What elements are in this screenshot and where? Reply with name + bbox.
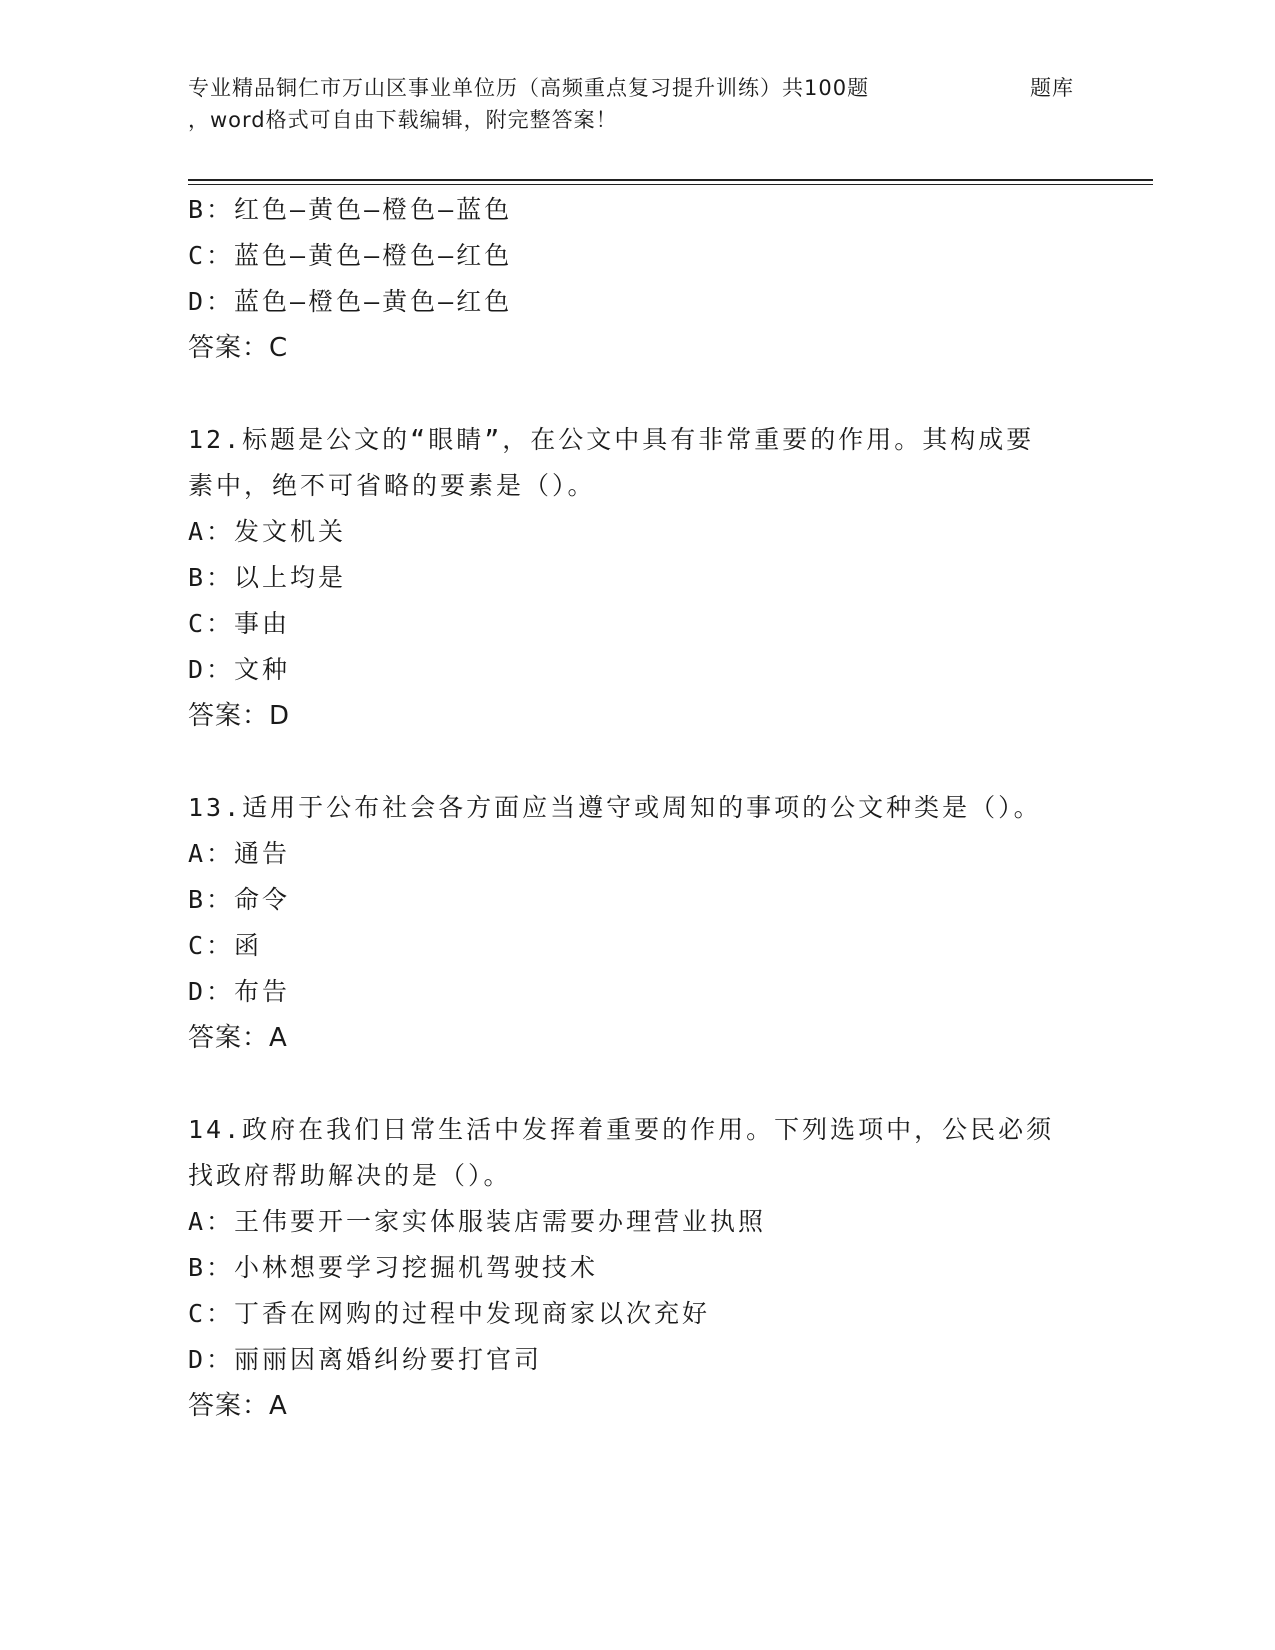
page-header	[188, 72, 1088, 136]
question-13	[188, 785, 1088, 1061]
question-text: 13.适用于公布社会各方面应当遵守或周知的事项的公文种类是（）。	[188, 793, 1042, 822]
question-text: 素中，绝不可省略的要素是（）。	[188, 471, 596, 500]
option-a: A：王伟要开一家实体服装店需要办理营业执照	[188, 1207, 767, 1236]
option-c: C：丁香在网购的过程中发现商家以次充好	[188, 1299, 711, 1328]
answer-line: 答案：A	[188, 1391, 288, 1421]
answer-line: 答案：D	[188, 701, 291, 731]
document-body	[188, 187, 1088, 1429]
header-title-line2: ，word格式可自由下载编辑，附完整答案！	[188, 108, 618, 132]
question-text: 14.政府在我们日常生活中发挥着重要的作用。下列选项中，公民必须	[188, 1115, 1055, 1144]
option-c: C：函	[188, 931, 263, 960]
option-a: A：发文机关	[188, 517, 347, 546]
header-title-line1: 专业精品铜仁市万山区事业单位历（高频重点复习提升训练）共100题	[188, 76, 870, 100]
question-14	[188, 1107, 1088, 1429]
option-b: B：以上均是	[188, 563, 347, 592]
option-b: B：命令	[188, 885, 291, 914]
header-divider-thin	[188, 184, 1153, 185]
option-b: B：红色—黄色—橙色—蓝色	[188, 195, 513, 224]
option-d: D：文种	[188, 655, 291, 684]
option-c: C：蓝色—黄色—橙色—红色	[188, 241, 513, 270]
header-divider-thick	[188, 179, 1153, 181]
question-text: 12.标题是公文的“眼睛”，在公文中具有非常重要的作用。其构成要	[188, 425, 1035, 454]
answer-line: 答案：C	[188, 333, 289, 363]
option-b: B：小林想要学习挖掘机驾驶技术	[188, 1253, 599, 1282]
header-tag: 题库	[1030, 76, 1074, 100]
question-text: 找政府帮助解决的是（）。	[188, 1161, 512, 1190]
option-a: A：通告	[188, 839, 291, 868]
option-d: D：布告	[188, 977, 291, 1006]
option-d: D：丽丽因离婚纠纷要打官司	[188, 1345, 543, 1374]
answer-line: 答案：A	[188, 1023, 288, 1053]
option-c: C：事由	[188, 609, 291, 638]
question-12	[188, 417, 1088, 739]
question-11-continued	[188, 187, 1088, 371]
option-d: D：蓝色—橙色—黄色—红色	[188, 287, 513, 316]
